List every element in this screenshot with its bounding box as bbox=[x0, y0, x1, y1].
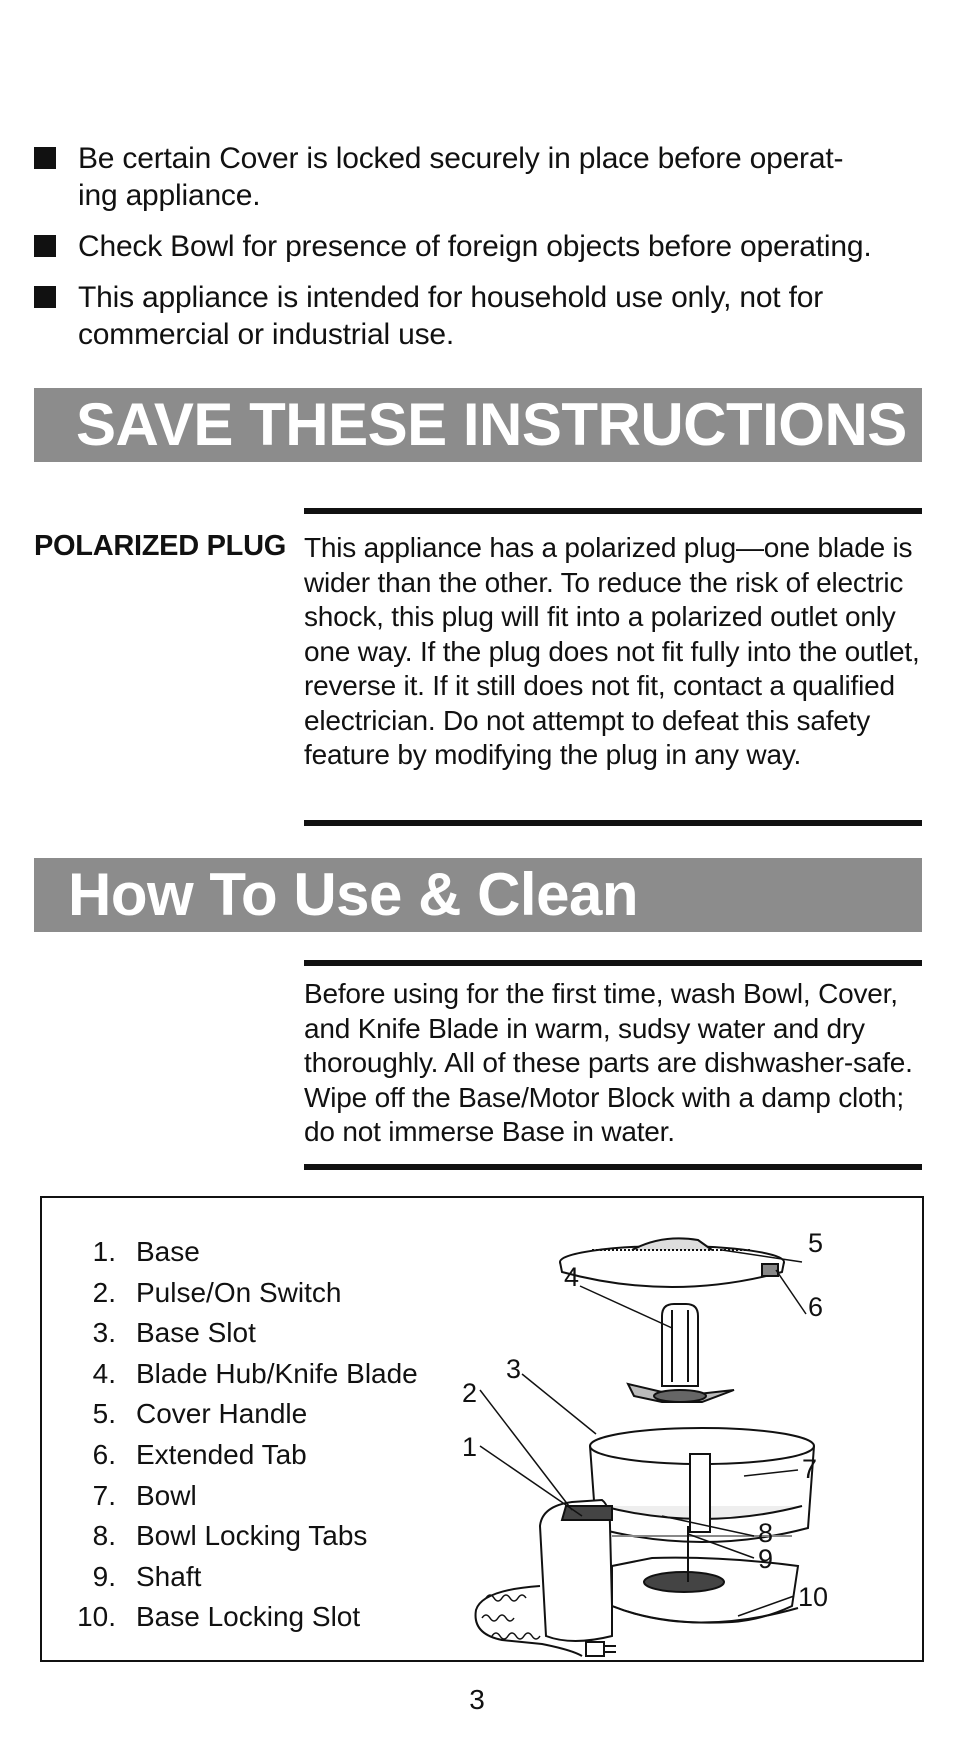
list-item bbox=[64, 1273, 418, 1314]
callout-label: 9 bbox=[758, 1544, 774, 1574]
part-number: 8. bbox=[92, 1520, 116, 1552]
part-name: Shaft bbox=[136, 1560, 202, 1592]
part-name: Blade Hub/Knife Blade bbox=[136, 1357, 418, 1389]
parts-list bbox=[64, 1232, 418, 1638]
part-number: 5. bbox=[92, 1398, 116, 1430]
bullet-item bbox=[34, 228, 924, 265]
food-chopper-diagram bbox=[462, 1206, 922, 1658]
part-number: 10. bbox=[77, 1601, 116, 1633]
list-item bbox=[64, 1313, 418, 1354]
save-instructions-heading: SAVE THESE INSTRUCTIONS bbox=[34, 388, 922, 462]
list-item bbox=[64, 1597, 418, 1638]
part-number: 3. bbox=[92, 1317, 116, 1349]
list-item bbox=[64, 1516, 418, 1557]
part-name: Base Locking Slot bbox=[136, 1601, 361, 1633]
part-number: 6. bbox=[92, 1438, 116, 1470]
divider-rule bbox=[304, 820, 922, 826]
part-name: Bowl Locking Tabs bbox=[136, 1520, 368, 1552]
bullet-item bbox=[34, 140, 924, 214]
cover-illustration bbox=[560, 1238, 784, 1287]
bullet-text: Check Bowl for presence of foreign objects before operating. bbox=[78, 230, 872, 263]
first-use-text: Before using for the first time, wash Bowl, Cover, and Knife Blade in warm, sudsy water and dry thoroughly. All of these parts are dishwasher-safe. Wipe off the Base/Motor Block with a damp cloth; do not immerse Base in water. bbox=[304, 978, 913, 1147]
parts-box bbox=[40, 1196, 924, 1662]
divider-rule bbox=[304, 1164, 922, 1170]
square-bullet-icon bbox=[34, 147, 56, 169]
list-item bbox=[64, 1394, 418, 1435]
callout-label: 2 bbox=[462, 1378, 478, 1408]
square-bullet-icon bbox=[34, 235, 56, 257]
divider-rule bbox=[304, 960, 922, 966]
part-name: Base Slot bbox=[136, 1317, 256, 1349]
part-number: 7. bbox=[92, 1479, 116, 1511]
part-number: 9. bbox=[92, 1560, 116, 1592]
callout-label: 7 bbox=[802, 1454, 818, 1484]
list-item bbox=[64, 1557, 418, 1598]
callout-label: 5 bbox=[808, 1228, 824, 1258]
bullet-item bbox=[34, 279, 924, 353]
square-bullet-icon bbox=[34, 286, 56, 308]
bullet-text: This appliance is intended for household use only, not for commercial or industrial use. bbox=[78, 281, 823, 351]
part-name: Bowl bbox=[136, 1479, 197, 1511]
part-name: Pulse/On Switch bbox=[136, 1276, 342, 1308]
divider-rule bbox=[304, 508, 922, 514]
callout-label: 8 bbox=[758, 1518, 774, 1548]
part-name: Extended Tab bbox=[136, 1438, 307, 1470]
part-name: Base bbox=[136, 1236, 200, 1267]
part-number: 1. bbox=[92, 1236, 116, 1267]
callout-label: 3 bbox=[506, 1354, 522, 1384]
page-number: 3 bbox=[469, 1684, 485, 1715]
callout-label: 10 bbox=[798, 1582, 829, 1612]
part-number: 4. bbox=[92, 1357, 116, 1389]
part-name: Cover Handle bbox=[136, 1398, 308, 1430]
callout-label: 6 bbox=[808, 1292, 824, 1322]
bullet-text: Be certain Cover is locked securely in place before operat- ing appliance. bbox=[78, 142, 844, 212]
callout-label: 1 bbox=[462, 1432, 478, 1462]
polarized-plug-text: This appliance has a polarized plug—one blade is wider than the other. To reduce the risk of electric shock, this plug will fit into a polarized outlet only one way. If the plug does not fit fully into the outlet, reverse it. If it still does not fit, contact a qualified electrician. Do not attempt to defeat this safety feature by modifying the plug in any way. bbox=[304, 532, 920, 770]
list-item bbox=[64, 1476, 418, 1517]
list-item bbox=[64, 1232, 418, 1273]
how-to-use-heading: How To Use & Clean bbox=[34, 858, 922, 932]
callout-label: 4 bbox=[564, 1262, 580, 1292]
list-item bbox=[64, 1435, 418, 1476]
part-number: 2. bbox=[92, 1276, 116, 1308]
safety-bullets bbox=[34, 140, 924, 367]
polarized-plug-label: POLARIZED PLUG bbox=[34, 530, 286, 562]
list-item bbox=[64, 1354, 418, 1395]
blade-illustration bbox=[628, 1304, 734, 1402]
